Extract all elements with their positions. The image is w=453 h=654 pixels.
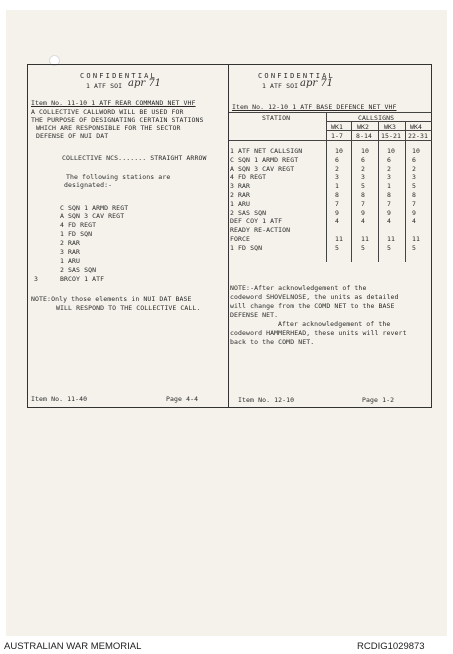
callsign-cell-wk3: 2 [387, 164, 392, 173]
left-item-title: Item No. 11-10 1 ATF REAR COMMAND NET VHF [31, 99, 196, 107]
callsign-row-station: 1 FD SQN [230, 243, 263, 252]
callsign-cell-wk2: 11 [361, 235, 370, 243]
callsign-cell-wk2: 5 [361, 182, 366, 191]
callsign-cell-wk4: 8 [412, 191, 417, 199]
left-soi-handwritten-date: apr 71 [128, 78, 162, 89]
callsign-cell-wk1: 9 [335, 208, 340, 217]
right-note1-line-3: will change from the COMD NET to the BASE [230, 302, 395, 310]
left-para-line-1: A COLLECTIVE CALLWORD WILL BE USED FOR [31, 108, 184, 116]
callsign-row-station: DEF COY 1 ATF [230, 217, 283, 226]
callsign-row-station: 1 ATF NET CALLSIGN [230, 147, 303, 155]
callsign-cell-wk4: 11 [412, 235, 421, 243]
callsign-cell-wk3: 11 [387, 235, 396, 243]
left-station-1: C SQN 1 ARMD REGT [60, 204, 129, 212]
callsign-cell-wk3: 9 [387, 208, 392, 217]
callsign-cell-wk3: 7 [387, 199, 392, 208]
right-soi-label: 1 ATF SOI [262, 82, 299, 90]
callsign-cell-wk3: 6 [387, 155, 392, 164]
column-divider [228, 64, 229, 408]
station-header: STATION [262, 114, 291, 122]
right-item-title: Item No. 12-10 1 ATF BASE DEFENCE NET VHF [232, 103, 397, 111]
right-note2-line-1: After acknowledgement of the [278, 320, 391, 328]
left-note-line-1: NOTE:Only those elements in NUI DAT BASE [31, 295, 192, 303]
right-note2-line-2: codeword HAMMERHEAD, these units will revert [230, 329, 407, 337]
callsign-cell-wk2: 2 [361, 164, 366, 173]
callsign-row-station: FORCE [230, 235, 251, 243]
callsign-cell-wk1: 3 [335, 173, 340, 182]
left-station-3: 4 FD REGT [60, 221, 97, 229]
callsign-row-station: 1 ARU [230, 199, 251, 208]
callsign-cell-wk3: 4 [387, 217, 392, 226]
left-para-line-4: DEFENSE OF NUI DAT [36, 132, 109, 140]
callsign-cell-wk1: 4 [335, 217, 340, 226]
right-soi-handwritten-date: apr 71 [300, 78, 334, 89]
left-station-5: 2 RAR [60, 239, 81, 247]
callsign-cell-wk2: 9 [361, 208, 366, 217]
callsign-cell-wk2: 3 [361, 173, 366, 182]
callsign-cell-wk3: 5 [387, 243, 392, 252]
callsign-cell-wk2: 7 [361, 199, 366, 208]
callsign-cell-wk3: 10 [387, 147, 396, 155]
right-footer-page: Page 1-2 [362, 396, 395, 404]
archive-name: AUSTRALIAN WAR MEMORIAL [4, 641, 142, 652]
callsign-cell-wk2: 4 [361, 217, 366, 226]
left-station-4: 1 FD SQN [60, 230, 93, 238]
callsign-cell-wk3: 1 [387, 182, 392, 191]
left-station-6: 3 RAR [60, 248, 81, 256]
callsign-cell-wk4: 7 [412, 199, 417, 208]
week-range-3: 15-21 [381, 132, 402, 140]
callsign-cell-wk4: 4 [412, 217, 417, 226]
callsign-row-station: 3 RAR [230, 182, 251, 191]
callsign-row-station: 2 SAS SQN [230, 208, 267, 217]
table-col-line-1 [326, 112, 327, 262]
callsign-cell-wk3: 8 [387, 191, 392, 199]
callsign-row-station: 4 FD REGT [230, 173, 267, 182]
callsign-row-station: C SQN 1 ARMD REGT [230, 155, 299, 164]
callsign-cell-wk1: 2 [335, 164, 340, 173]
callsign-row-station: A SQN 3 CAV REGT [230, 164, 295, 173]
week-range-2: 8-14 [356, 132, 373, 140]
left-station-8: 2 SAS SQN [60, 266, 97, 274]
callsign-cell-wk2: 10 [361, 147, 370, 155]
right-confidential-header: CONFIDENTIAL [258, 72, 335, 80]
week-header-1: WK1 [331, 123, 344, 131]
table-col-line-3 [378, 121, 379, 262]
right-note2-line-3: back to the COMD NET. [230, 338, 315, 346]
callsign-cell-wk4: 5 [412, 243, 417, 252]
callsign-cell-wk4: 6 [412, 155, 417, 164]
callsigns-header: CALLSIGNS [358, 114, 395, 122]
callsign-cell-wk1: 1 [335, 182, 340, 191]
right-note1-line-1: NOTE:-After acknowledgement of the [230, 284, 367, 292]
week-header-2: WK2 [357, 123, 370, 131]
left-note-line-2: WILL RESPOND TO THE COLLECTIVE CALL. [56, 304, 201, 312]
callsign-cell-wk4: 10 [412, 147, 421, 155]
following-line-2: designated:- [64, 181, 113, 189]
left-margin-mark: 3 [34, 275, 39, 283]
week-header-4: WK4 [410, 123, 423, 131]
callsign-cell-wk1: 7 [335, 199, 340, 208]
left-confidential-header: CONFIDENTIAL [80, 72, 157, 80]
left-station-2: A SQN 3 CAV REGT [60, 212, 125, 220]
callsign-cell-wk1: 6 [335, 155, 340, 164]
callsign-row-station: READY RE-ACTION [230, 226, 291, 235]
callsign-cell-wk4: 5 [412, 182, 417, 191]
right-footer-item: Item No. 12-10 [238, 396, 295, 404]
archive-reference: RCDIG1029873 [357, 641, 425, 652]
right-note1-line-4: DEFENSE NET. [230, 311, 279, 319]
callsign-cell-wk1: 5 [335, 243, 340, 252]
left-station-7: 1 ARU [60, 257, 81, 265]
collective-ncs: COLLECTIVE NCS....... STRAIGHT ARROW [62, 154, 207, 162]
callsign-cell-wk3: 3 [387, 173, 392, 182]
callsign-cell-wk1: 8 [335, 191, 340, 199]
left-footer-page: Page 4-4 [166, 395, 199, 403]
table-rule-top [229, 112, 432, 113]
callsign-cell-wk2: 8 [361, 191, 366, 199]
left-para-line-3: WHICH ARE RESPONSIBLE FOR THE SECTOR [36, 124, 181, 132]
left-para-line-2: THE PURPOSE OF DESIGNATING CERTAIN STATIONS [31, 116, 204, 124]
left-station-9: BRCOY 1 ATF [60, 275, 105, 283]
callsign-row-station: 2 RAR [230, 191, 251, 199]
table-rule-header-bottom [229, 140, 432, 141]
week-header-3: WK3 [384, 123, 397, 131]
callsign-cell-wk1: 11 [335, 235, 344, 243]
callsign-cell-wk2: 6 [361, 155, 366, 164]
callsign-cell-wk4: 2 [412, 164, 417, 173]
week-range-4: 22-31 [408, 132, 429, 140]
left-footer-item: Item No. 11-40 [31, 395, 88, 403]
week-range-1: 1-7 [331, 132, 344, 140]
callsign-cell-wk1: 10 [335, 147, 344, 155]
following-line-1: The following stations are [66, 173, 171, 181]
callsign-cell-wk4: 3 [412, 173, 417, 182]
callsign-cell-wk4: 9 [412, 208, 417, 217]
right-note1-line-2: codeword SHOVELNOSE, the units as detailed [230, 293, 399, 301]
callsign-cell-wk2: 5 [361, 243, 366, 252]
table-col-line-2 [351, 121, 352, 262]
table-col-line-4 [405, 121, 406, 262]
left-soi-label: 1 ATF SOI [86, 82, 123, 90]
